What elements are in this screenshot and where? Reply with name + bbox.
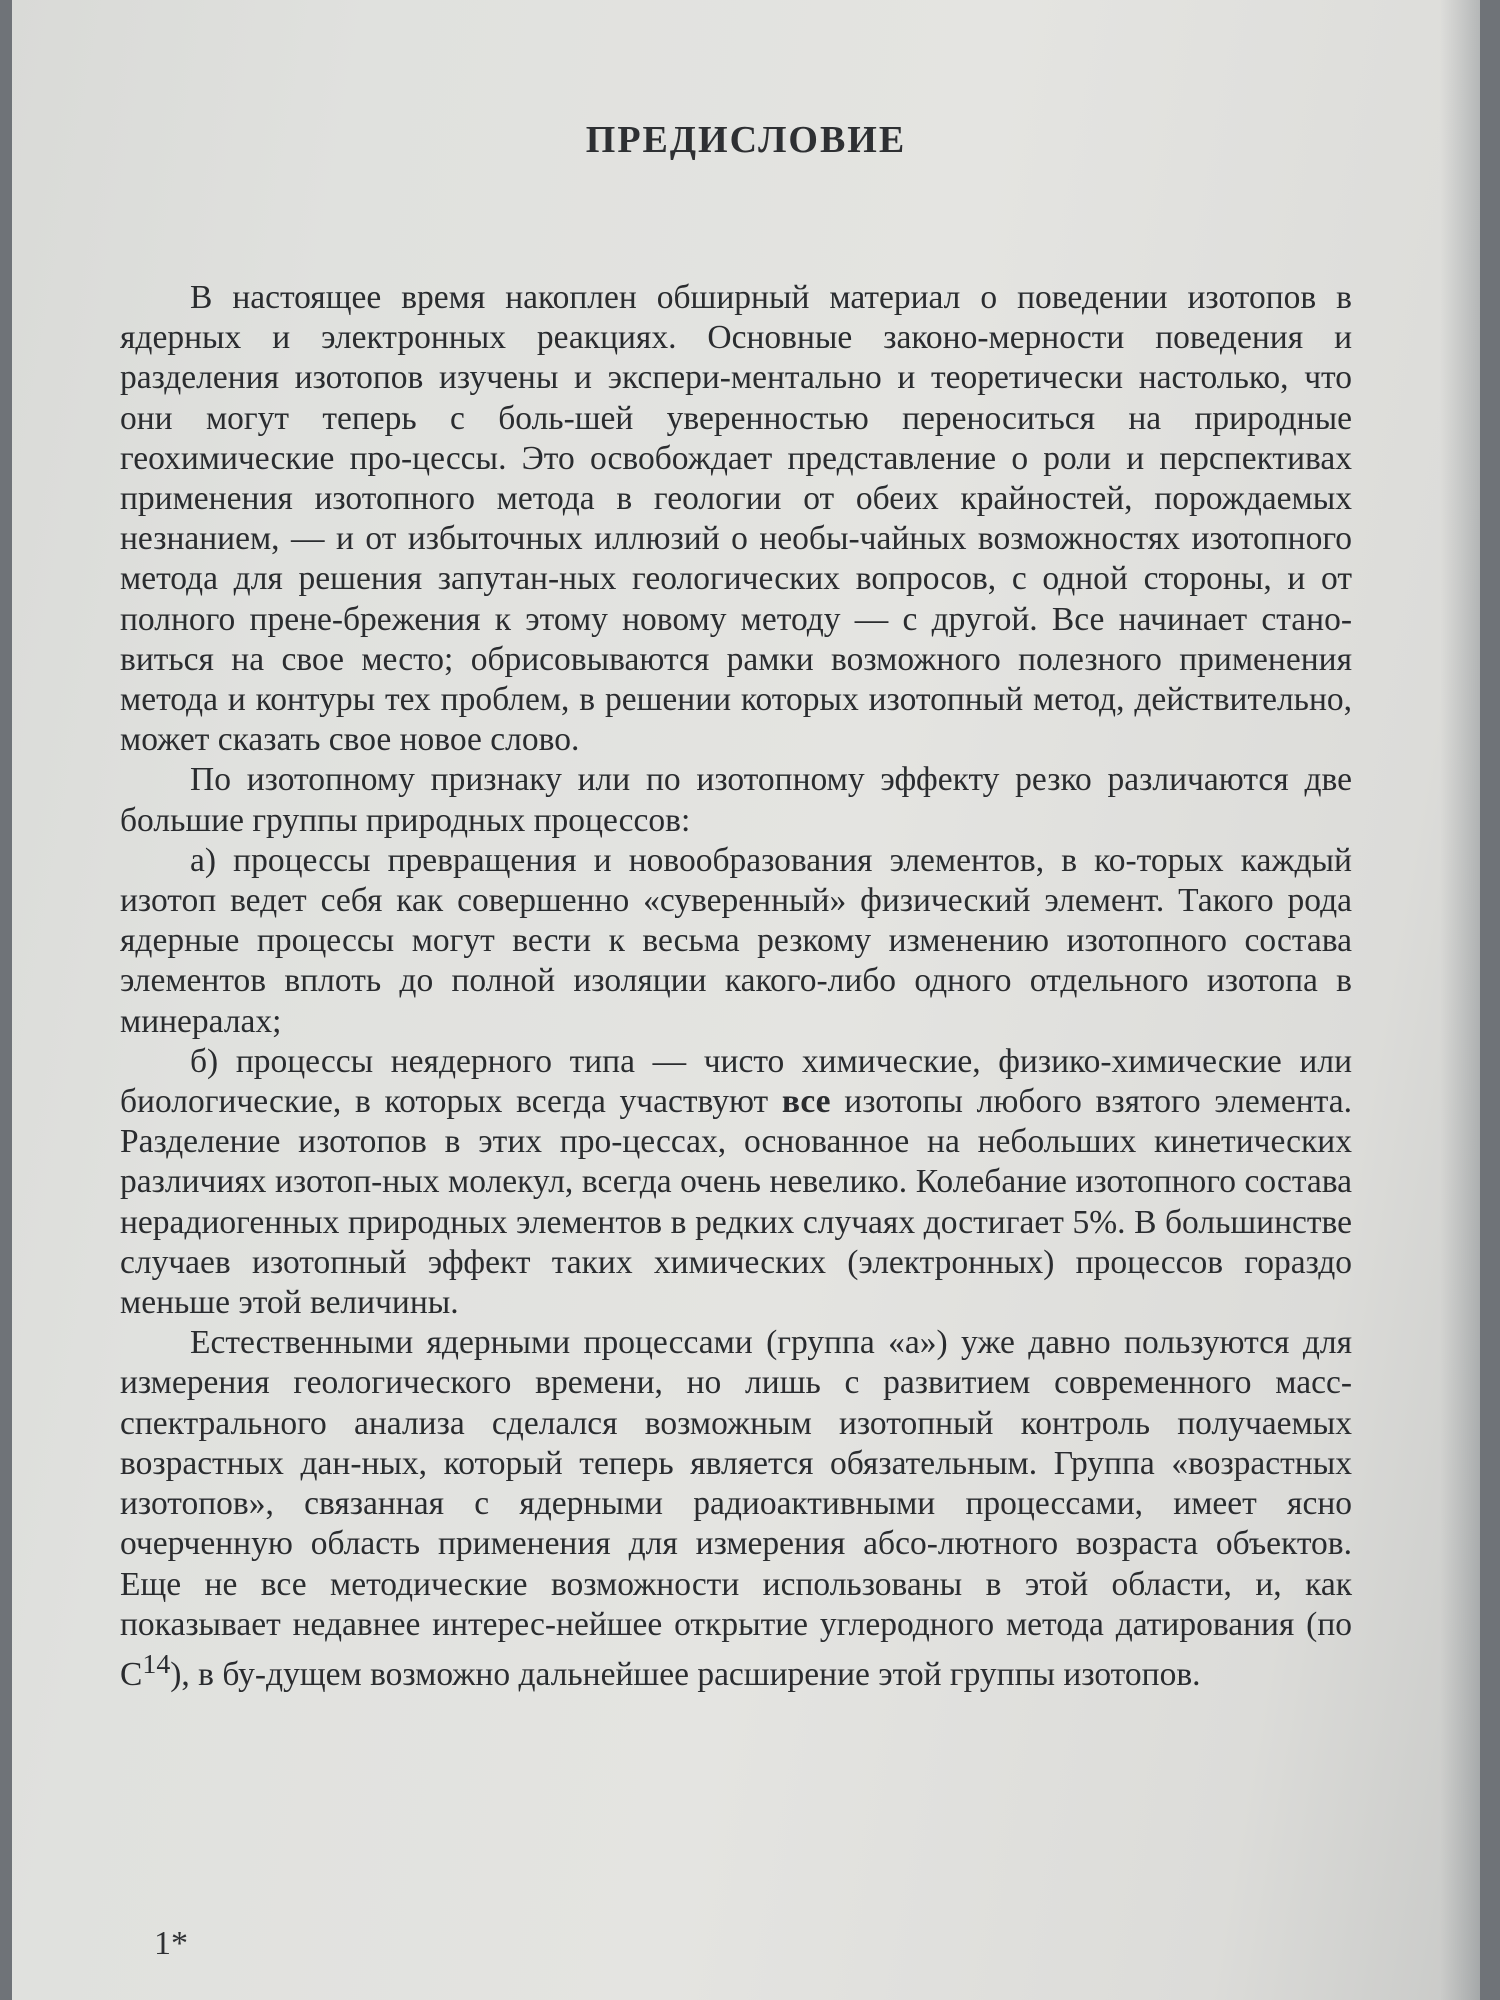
paragraph-nuclear-processes (120, 1323, 1352, 1695)
signature-mark: 1* (154, 1925, 188, 1962)
bold-word: все (781, 1083, 831, 1121)
paragraph-item-b-start: б) процессы неядерного типа — чисто химические, физико-химические или биологические, в которых всегда участвуют (120, 1042, 1352, 1121)
paragraph-item-b (120, 1042, 1352, 1323)
page-edge-shadow (1440, 0, 1480, 2000)
paragraph-item-a: а) процессы превращения и новообразования элементов, в ко-торых каждый изотоп ведет себя как совершенно «суверенный» физический элемент. Такого рода ядерные процессы могут вести к весьма резкому изменению изотопного состава элементов вплоть до полной изоляции какого-либо одного отдельного изотопа в минералах; (120, 841, 1352, 1040)
body-text (120, 278, 1352, 1695)
superscript-14: 14 (142, 1648, 171, 1680)
book-page (12, 0, 1480, 2000)
paragraph-last-end: ), в бу-дущем возможно дальнейшее расширение этой группы изотопов. (170, 1656, 1201, 1694)
page-title: ПРЕДИСЛОВИЕ (585, 119, 907, 161)
paragraph-last-start: Естественными ядерными процессами (группа «а») уже давно пользуются для измерения геологического времени, но лишь с развитием современного масс-спектрального анализа сделался возможным изотопный контроль получаемых возрастных дан-ных, который теперь является обязательным. Группа «возрастных изотопов», связанная с ядерными радиоактивными процессами, имеет ясно очерченную область применения для измерения абсо-лютного возраста объектов. Еще не все методические возможности использованы в этой области, и, как показывает недавнее интерес-нейшее открытие углеродного метода датирования (по C (120, 1324, 1352, 1694)
paragraph-intro: В настоящее время накоплен обширный материал о поведении изотопов в ядерных и электронных реакциях. Основные законо-мерности поведения и разделения изотопов изучены и экспери-ментально и теоретически настолько, что они могут теперь с боль-шей уверенностью переноситься на природные геохимические про-цессы. Это освобождает представление о роли и перспективах применения изотопного метода в геологии от обеих крайностей, порождаемых незнанием, — и от избыточных иллюзий о необы-чайных возможностях изотопного метода для решения запутан-ных геологических вопросов, с одной стороны, и от полного прене-брежения к этому новому методу — с другой. Все начинает стано-виться на свое место; обрисовываются рамки возможного полезного применения метода и контуры тех проблем, в решении которых изотопный метод, действительно, может сказать свое новое слово. (120, 279, 1352, 759)
paragraph-item-b-end: изотопы любого взятого элемента. Разделение изотопов в этих про-цессах, основанное на небольших кинетических различиях изотоп-ных молекул, всегда очень невелико. Колебание изотопного состава нерадиогенных природных элементов в редких случаях достигает 5%. В большинстве случаев изотопный эффект таких химических (электронных) процессов гораздо меньше этой величины. (120, 1083, 1352, 1322)
paragraph-groups: По изотопному признаку или по изотопному эффекту резко различаются две большие группы природных процессов: (120, 761, 1352, 839)
